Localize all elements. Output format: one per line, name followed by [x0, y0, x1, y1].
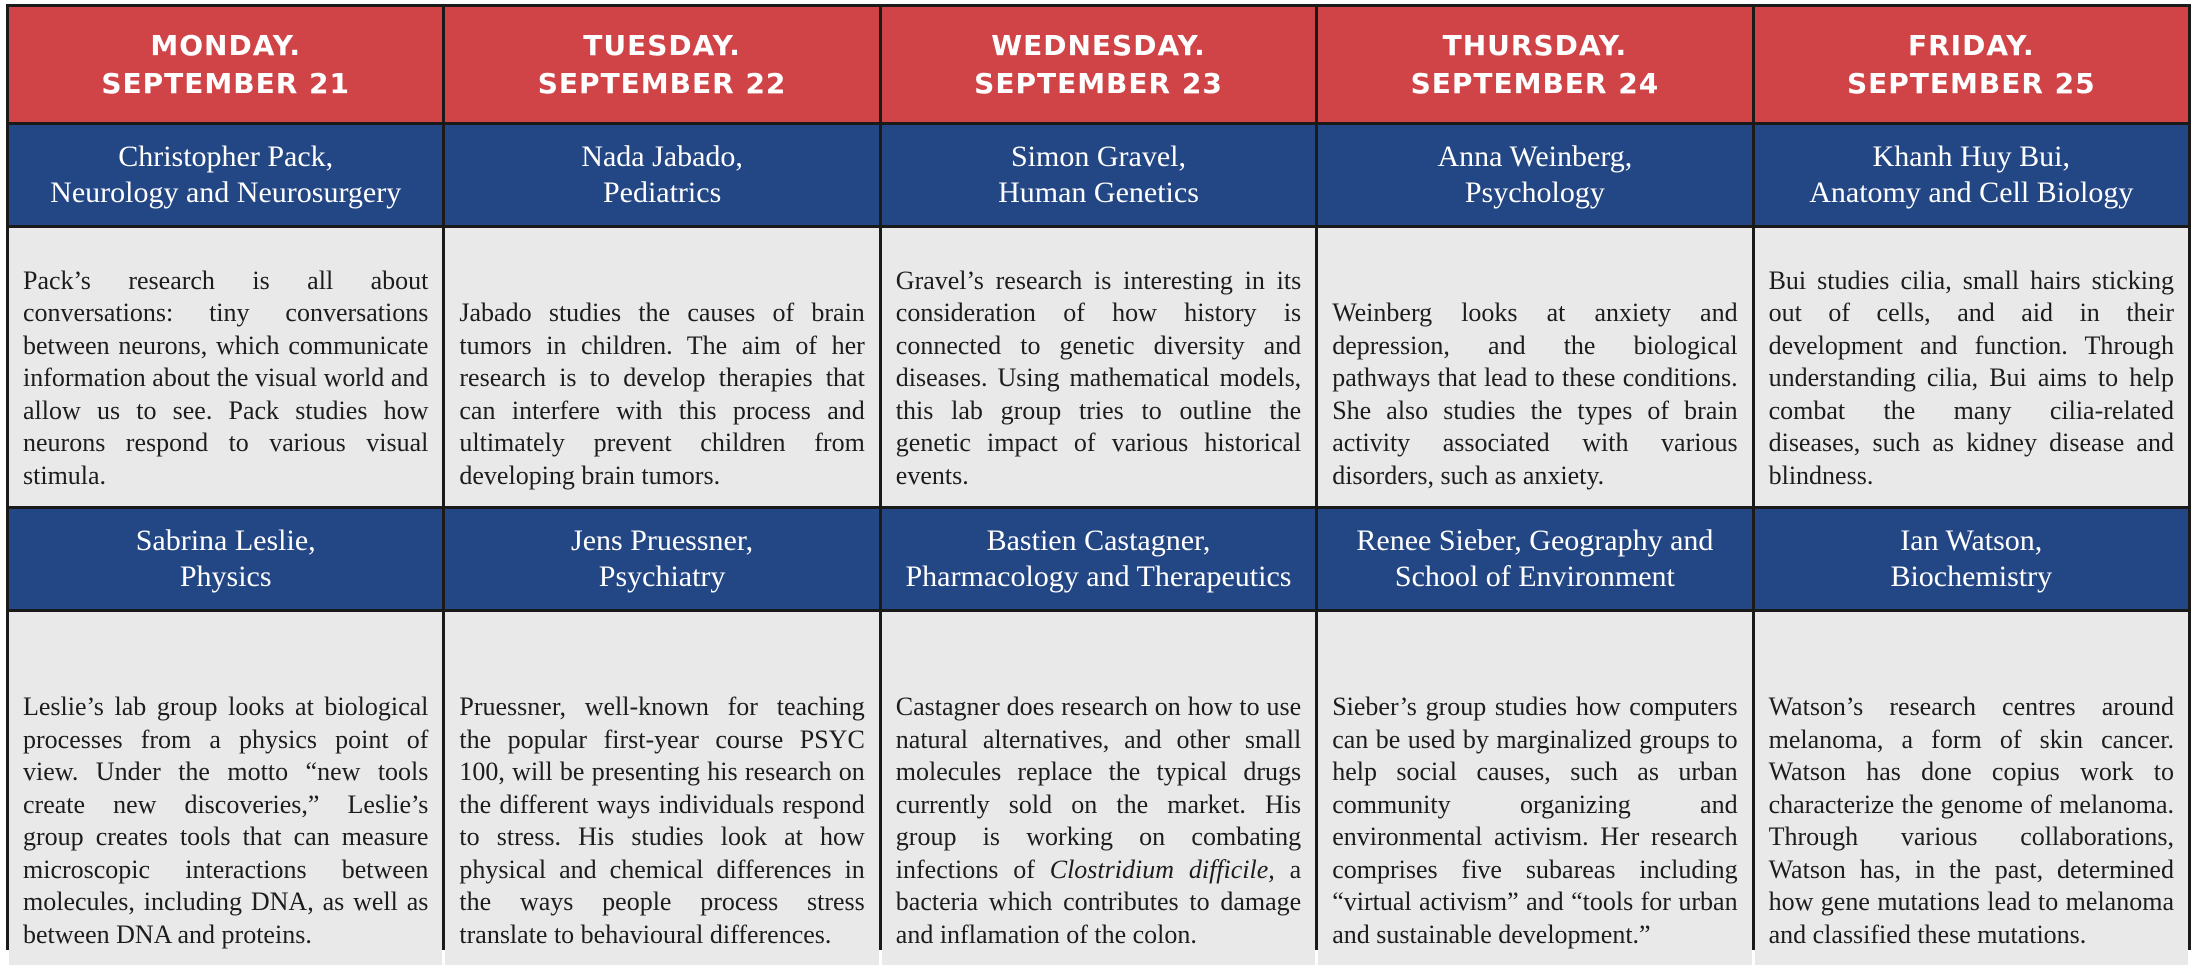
- speaker-header: [9, 125, 442, 225]
- speaker-field: Human Genetics: [998, 176, 1199, 209]
- day-header-monday: [9, 7, 442, 122]
- research-description: [882, 612, 1315, 965]
- speaker-name: Nada Jabado,: [581, 140, 743, 173]
- speaker-name: Bastien Castagner,: [986, 524, 1211, 557]
- description-text: Leslie’s lab group looks at biological processes from a physics point of view. Under the motto “new tools create new discoveries,” Leslie’s group creates tools that can measure microscopic interactions between molecules, including DNA, as well as between DNA and proteins.: [23, 692, 429, 949]
- description-text: Pruessner, well-known for teaching the popular first-year course PSYC 100, will be presenting his research on the different ways individuals respond to stress. His studies look at how physical and chemical differences in the ways people process stress translate to behavioural differences.: [459, 692, 865, 949]
- day-name: THURSDAY.: [1442, 28, 1628, 62]
- speaker-header: [1318, 509, 1751, 609]
- speaker-field: Pediatrics: [602, 176, 722, 209]
- description-text: Watson’s research centres around melanoma, a form of skin cancer. Watson has done copius work to characterize the genome of melanoma. Through various collaborations, Watson has, in the past, determined how gene mutations lead to melanoma and classified these mutations.: [1768, 692, 2174, 949]
- speaker-field: Anatomy and Cell Biology: [1809, 176, 2134, 209]
- speaker-name: Jens Pruessner,: [571, 524, 754, 557]
- description-text-part: a bacteria which contributes to damage and inflamation of the colon.: [895, 854, 1302, 949]
- speaker-field: School of Environment: [1394, 560, 1675, 593]
- speaker-header: [1755, 509, 2188, 609]
- speaker-header: [882, 509, 1315, 609]
- day-header-thursday: [1318, 7, 1751, 122]
- research-description: [9, 612, 442, 965]
- speaker-header: [445, 125, 878, 225]
- day-name: TUESDAY.: [583, 28, 741, 62]
- research-description: [1755, 228, 2188, 506]
- day-name: WEDNESDAY.: [991, 28, 1206, 62]
- speaker-name: Simon Gravel,: [1011, 140, 1186, 173]
- speaker-name: Renee Sieber, Geography and: [1356, 524, 1714, 557]
- day-header-tuesday: [445, 7, 878, 122]
- speaker-field: Psychology: [1464, 176, 1605, 209]
- day-name: FRIDAY.: [1907, 28, 2035, 62]
- speaker-field: Biochemistry: [1890, 560, 2053, 593]
- description-text: Weinberg looks at anxiety and depression, and the biological pathways that lead to these conditions. She also studies the types of brain activity associated with various disorders, such as anxiety.: [1332, 298, 1738, 490]
- day-date: SEPTEMBER 23: [974, 66, 1223, 100]
- day-header-friday: [1755, 7, 2188, 122]
- description-text: Jabado studies the causes of brain tumors in children. The aim of her research is to develop therapies that can interfere with this process and ultimately prevent children from developing brain tumors.: [459, 298, 865, 490]
- speaker-header: [1755, 125, 2188, 225]
- research-description: [9, 228, 442, 506]
- speaker-name: Khanh Huy Bui,: [1872, 140, 2071, 173]
- speaker-field: Pharmacology and Therapeutics: [905, 560, 1292, 593]
- speaker-name: Christopher Pack,: [118, 140, 334, 173]
- description-text: Bui studies cilia, small hairs sticking out of cells, and aid in their development and function. Through understanding cilia, Bui aims to help combat the many cilia-related diseases, such as kidney disease and blindness.: [1768, 265, 2174, 490]
- species-name: Clostridium difficile,: [1049, 854, 1275, 884]
- speaker-header: [445, 509, 878, 609]
- speaker-name: Anna Weinberg,: [1437, 140, 1633, 173]
- description-text: Sieber’s group studies how computers can be used by marginalized groups to help social causes, such as urban community organizing and environmental activism. Her research comprises five subareas including “virtual activism” and “tools for urban and sustainable development.”: [1332, 692, 1738, 949]
- speaker-field: Psychiatry: [598, 560, 726, 593]
- speaker-header: [1318, 125, 1751, 225]
- research-description: [445, 612, 878, 965]
- speaker-header: [9, 509, 442, 609]
- research-description: [1755, 612, 2188, 965]
- description-text: [896, 691, 1301, 951]
- research-description: [882, 228, 1315, 506]
- day-date: SEPTEMBER 21: [101, 66, 351, 100]
- day-name: MONDAY.: [150, 28, 301, 62]
- description-text: Gravel’s research is interesting in its consideration of how history is connected to genetic diversity and diseases. Using mathematical models, this lab group tries to outline the genetic impact of various historical events.: [895, 265, 1302, 490]
- speaker-name: Ian Watson,: [1900, 524, 2043, 557]
- day-date: SEPTEMBER 24: [1410, 66, 1660, 100]
- day-header-wednesday: [882, 7, 1315, 122]
- speaker-field: Neurology and Neurosurgery: [50, 176, 402, 209]
- speaker-name: Sabrina Leslie,: [135, 524, 316, 557]
- description-text-part: Castagner does research on how to use natural alternatives, and other small molecules replace the typical drugs currently sold on the market. His group is working on combating infections of: [895, 692, 1302, 884]
- day-date: SEPTEMBER 25: [1846, 66, 2096, 100]
- research-description: [445, 228, 878, 506]
- speaker-header: [882, 125, 1315, 225]
- day-date: SEPTEMBER 22: [537, 66, 787, 100]
- research-description: [1318, 612, 1751, 965]
- speaker-field: Physics: [179, 560, 272, 593]
- description-text: Pack’s research is all about conversations: tiny conversations between neurons, which communicate information about the visual world and allow us to see. Pack studies how neurons respond to various visual stimula.: [23, 265, 429, 490]
- schedule-table: [6, 4, 2191, 950]
- research-description: [1318, 228, 1751, 506]
